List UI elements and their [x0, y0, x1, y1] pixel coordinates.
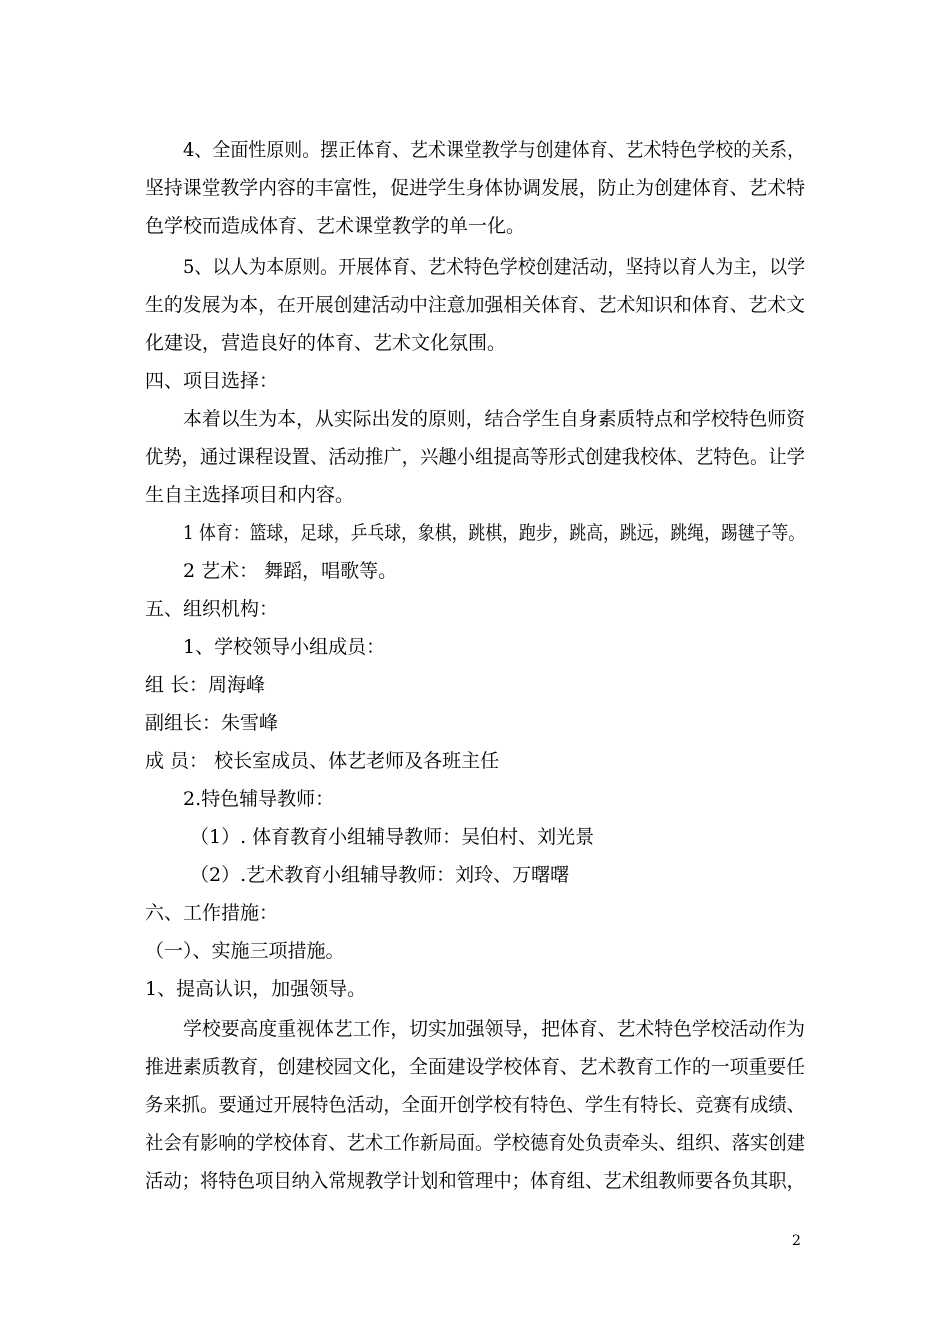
page-number: 2 — [792, 1233, 801, 1249]
text-line: 生的发展为本，在开展创建活动中注意加强相关体育、艺术知识和体育、艺术文 — [145, 294, 806, 316]
text-line: 学校要高度重视体艺工作，切实加强领导，把体育、艺术特色学校活动作为 — [183, 1018, 805, 1040]
text-line: 副组长：朱雪峰 — [145, 712, 279, 734]
text-line: 推进素质教育，创建校园文化，全面建设学校体育、艺术教育工作的一项重要任 — [145, 1056, 806, 1078]
text-line: （一）、实施三项措施。 — [145, 940, 345, 962]
text-line: 化建设，营造良好的体育、艺术文化氛围。 — [145, 332, 507, 354]
section-heading: 五、组织机构： — [145, 598, 279, 620]
text-line: （1）. 体育教育小组辅导教师：吴伯村、刘光景 — [190, 826, 595, 848]
text-line: 成 员： 校长室成员、体艺老师及各班主任 — [145, 750, 500, 772]
text-line: 色学校而造成体育、艺术课堂教学的单一化。 — [145, 215, 526, 237]
text-line: 5、以人为本原则。开展体育、艺术特色学校创建活动，坚持以育人为主，以学 — [183, 256, 806, 278]
text-line: 坚持课堂教学内容的丰富性，促进学生身体协调发展，防止为创建体育、艺术特 — [145, 177, 806, 199]
text-line: 本着以生为本，从实际出发的原则，结合学生自身素质特点和学校特色师资 — [183, 408, 805, 430]
text-line: 2 艺术： 舞蹈，唱歌等。 — [183, 560, 398, 582]
text-line: 1 体育：篮球，足球，乒乓球，象棋，跳棋，跑步，跳高，跳远，跳绳，踢毽子等。 — [183, 522, 806, 544]
text-line: 4、全面性原则。摆正体育、艺术课堂教学与创建体育、艺术特色学校的关系， — [183, 139, 806, 161]
text-line: 活动；将特色项目纳入常规教学计划和管理中；体育组、艺术组教师要各负其职， — [145, 1170, 806, 1192]
text-line: 1、学校领导小组成员： — [183, 636, 386, 658]
text-line: 2.特色辅导教师： — [183, 788, 335, 810]
section-heading: 四、项目选择： — [145, 370, 279, 392]
text-line: 务来抓。要通过开展特色活动，全面开创学校有特色、学生有特长、竞赛有成绩、 — [145, 1094, 806, 1116]
text-line: 组 长：周海峰 — [145, 674, 266, 696]
text-line: 优势，通过课程设置、活动推广，兴趣小组提高等形式创建我校体、艺特色。让学 — [145, 446, 806, 468]
text-line: 1、提高认识，加强领导。 — [145, 978, 367, 1000]
text-line: 生自主选择项目和内容。 — [145, 484, 355, 506]
section-heading: 六、工作措施： — [145, 902, 279, 924]
text-line: （2）.艺术教育小组辅导教师：刘玲、万曙曙 — [190, 864, 570, 886]
text-line: 社会有影响的学校体育、艺术工作新局面。学校德育处负责牵头、组织、落实创建 — [145, 1132, 806, 1154]
